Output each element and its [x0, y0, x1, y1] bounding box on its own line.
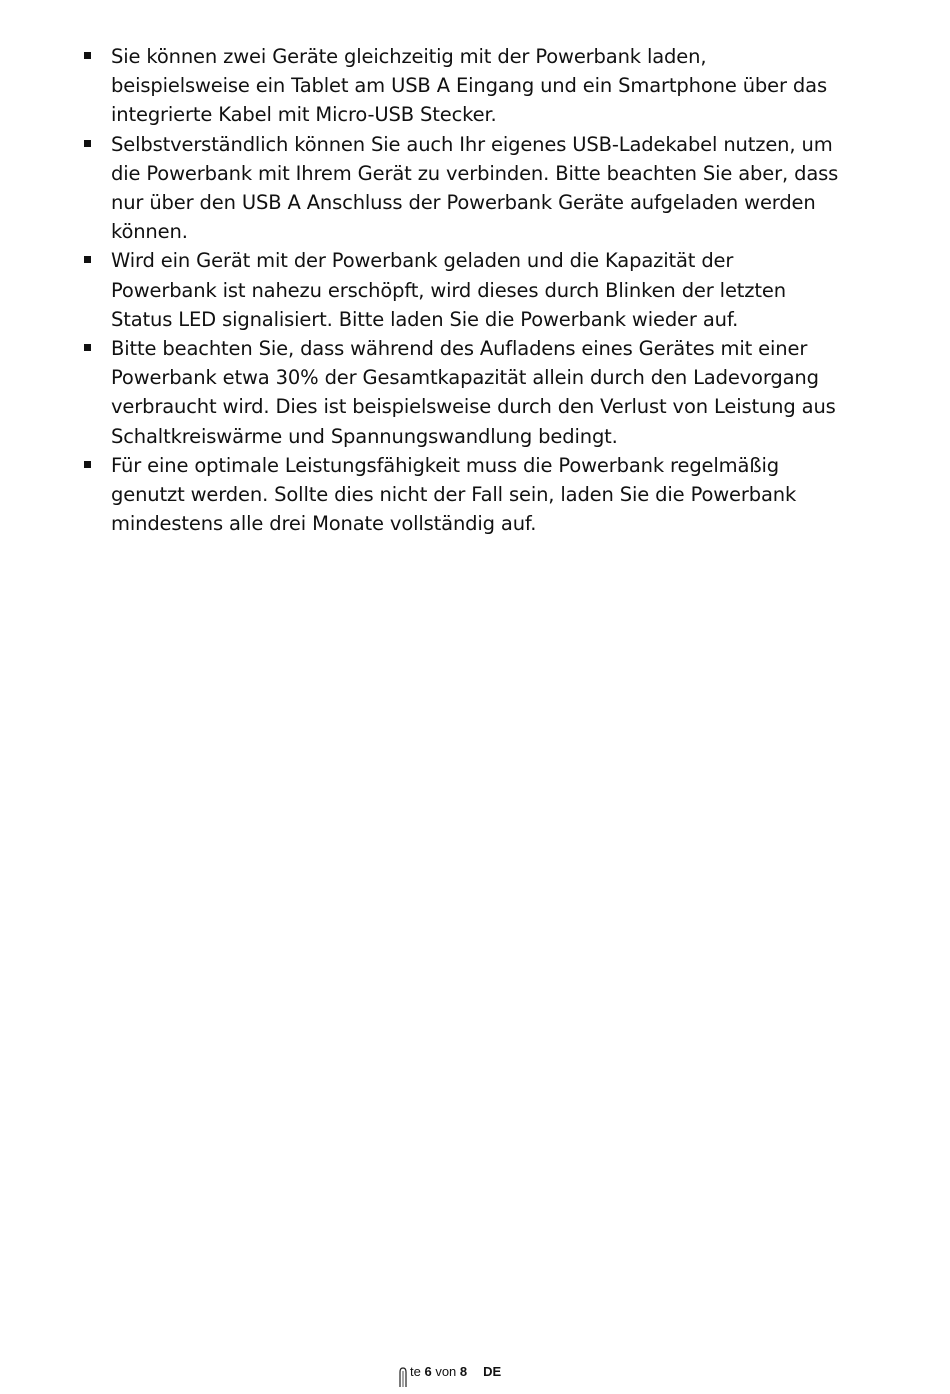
square-bullet-icon [84, 344, 91, 351]
list-item-text: Wird ein Gerät mit der Powerbank geladen und die Kapazität der Powerbank ist nahezu erschöpft, wird dieses durch Blinken der letzten Status LED signalisiert. Bitte laden Sie die Powerbank wieder auf. [111, 249, 786, 331]
square-bullet-icon [84, 52, 91, 59]
list-item-text: Für eine optimale Leistungsfähigkeit muss die Powerbank regelmäßig genutzt werden. Sollte dies nicht der Fall sein, laden Sie die Powerbank mindestens alle drei Monate vollständig auf. [111, 453, 797, 536]
list-item-text: Selbstverständlich können Sie auch Ihr eigenes USB-Ladekabel nutzen, um die Powerbank mit Ihrem Gerät zu verbinden. Bitte beachten Sie aber, dass nur über den USB A Anschluss der Powerbank Geräte aufgeladen werden können. [111, 132, 839, 244]
page-label-of: von [431, 1364, 460, 1379]
language-code: DE [483, 1364, 502, 1379]
list-item-text: Sie können zwei Geräte gleichzeitig mit der Powerbank laden, beispielsweise ein Tablet am USB A Eingang und ein Smartphone über das integrierte Kabel mit Micro-USB Stecker. [111, 45, 827, 127]
square-bullet-icon [84, 461, 91, 468]
list-item [82, 246, 842, 334]
list-item-text: Bitte beachten Sie, dass während des Aufladens eines Gerätes mit einer Powerbank etwa 30% der Gesamtkapazität allein durch den Ladevorgang verbraucht wird. Dies ist beispielsweise durch den Verlust von Leistung aus Schaltkreiswärme und Spannungswandlung bedingt. [111, 337, 836, 448]
page-marker-icon [398, 1366, 408, 1388]
current-page-number: 6 [424, 1364, 432, 1379]
bullet-list [82, 42, 842, 538]
square-bullet-icon [84, 256, 91, 263]
page-label-prefix: te [410, 1364, 425, 1379]
list-item [82, 334, 842, 451]
list-item [82, 451, 842, 539]
total-page-number: 8 [459, 1364, 468, 1379]
page-footer [398, 1364, 501, 1388]
square-bullet-icon [84, 140, 91, 147]
list-item [82, 42, 842, 130]
list-item [82, 130, 842, 247]
